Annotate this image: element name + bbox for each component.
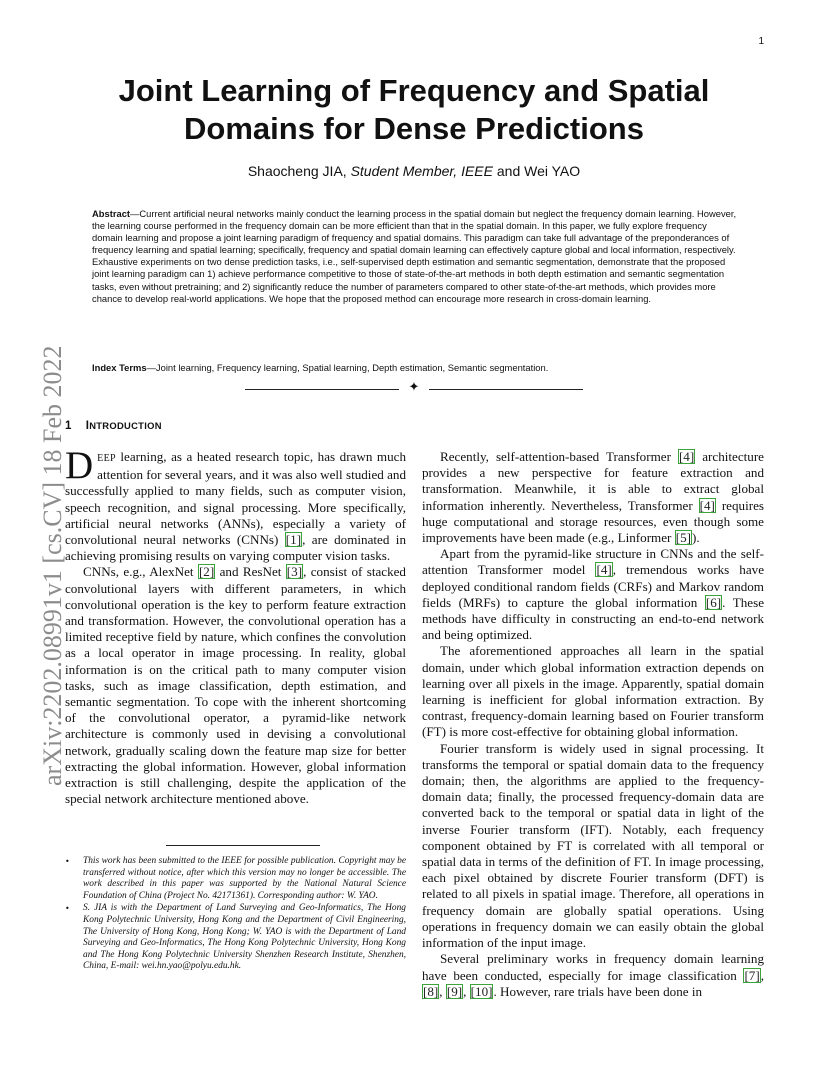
text-run: Apart from the pyramid-like structure in CNNs and the self-attention Transformer model bbox=[422, 546, 764, 578]
citation-link[interactable]: [8] bbox=[423, 983, 439, 999]
abstract bbox=[92, 208, 738, 305]
footnote-text: S. JIA is with the Department of Land Surveying and Geo-Informatics, The Hong Kong Polytechnic University, Hong Kong and the Department of Civil Engineering, The University of Hong Kong, Hong Kong; W. YAO is with the Department of Land Surveying and Geo-Informatics, The Hong Kong Polytechnic University, Hong Kong and The Hong Kong Polytechnic University Shenzhen Research Institute, Shenzhen, China, E-mail: wei.hn.yao@polyu.edu.hk. bbox=[83, 903, 406, 972]
paragraph bbox=[65, 564, 406, 807]
text-run: , are dominated in achieving promising results on varying computer vision tasks. bbox=[65, 532, 406, 564]
paragraph bbox=[422, 546, 764, 643]
citation-link[interactable]: [7] bbox=[744, 967, 760, 983]
title-line-2: Domains for Dense Predictions bbox=[184, 111, 644, 146]
text-run: , bbox=[439, 983, 446, 999]
index-terms-text: —Joint learning, Frequency learning, Spatial learning, Depth estimation, Semantic segmentation. bbox=[146, 362, 549, 373]
right-column bbox=[422, 449, 764, 1000]
author-2: and Wei YAO bbox=[496, 163, 581, 179]
section-title-initial: I bbox=[85, 420, 90, 432]
text-run: and ResNet bbox=[215, 564, 286, 580]
paragraph: The aforementioned approaches all learn in the spatial domain, under which global information extraction depends on learning over all pixels in the image. Apparently, spatial domain learning is inefficient for global information extraction. By contrast, frequency-domain learning based on Fourier transform (FT) is more cost-effective for obtaining global information. bbox=[422, 643, 764, 740]
citation-link[interactable]: [4] bbox=[596, 562, 612, 578]
section-title-rest: NTRODUCTION bbox=[89, 420, 162, 431]
text-run: requires huge computational and storage resources, even though some improvements have been made (e.g., Linformer bbox=[422, 497, 764, 546]
text-run: , consist of stacked convolutional layers with different parameters, in which convolutional operation is the key to perform feature extraction and transformation. However, the convolutional operation has a limited receptive field by nature, which confines the convolution as a local operator in image processing. In reality, global information is on the critical path to many computer vision tasks, such as image classification, depth estimation, and semantic segmentation. To cope with the inherent shortcoming of the convolutional operator, a pyramid-like network architecture is commonly used in devising a convolutional network, gradually scaling down the feature map size for better extracting the global information. However, global information extraction is still challenging, despite the application of the special network architecture mentioned above. bbox=[65, 564, 406, 807]
text-run: Recently, self-attention-based Transformer bbox=[440, 449, 678, 464]
title-line-1: Joint Learning of Frequency and Spatial bbox=[118, 73, 710, 108]
paragraph: Fourier transform is widely used in signal processing. It transforms the temporal or spatial domain data to the frequency domain; then, the algorithms are applied to the frequency-domain data; finally, the processed frequency-domain data are converted back to the temporal or spatial data in light of the inverse Fourier transform (IFT). Notably, each frequency component obtained by FT is correlated with all temporal or spatial data in terms of the definition of FT. In image processing, each pixel obtained by discrete Fourier transform (DFT) is related to all pixels in spatial image. Therefore, all operations in frequency domain are globally spatial operations. Using operations in frequency domain we can easily obtain the global information of the input image. bbox=[422, 740, 764, 951]
footnote-rule bbox=[166, 845, 320, 846]
citation-link[interactable]: [4] bbox=[699, 497, 715, 513]
arxiv-identifier[interactable]: arXiv:2202.08991v1 [cs.CV] 18 Feb 2022 bbox=[38, 345, 67, 786]
abstract-label: Abstract bbox=[92, 208, 131, 219]
section-number: 1 bbox=[65, 420, 72, 432]
footnote-item bbox=[65, 903, 406, 973]
paragraph bbox=[422, 449, 764, 546]
citation-link[interactable]: [4] bbox=[678, 449, 695, 464]
text-run: Several preliminary works in frequency domain learning have been conducted, especially for image classification bbox=[422, 951, 764, 983]
text-run: architecture provides a new perspective for feature extraction and transformation. Meanwhile, it is able to extract global information inherently. Nevertheless, Transformer bbox=[422, 449, 764, 513]
drop-cap: D bbox=[65, 444, 94, 487]
citation-link[interactable]: [1] bbox=[285, 532, 302, 548]
citation-link[interactable]: [2] bbox=[198, 564, 215, 580]
author-1-role: Student Member, IEEE bbox=[350, 163, 493, 179]
citation-link[interactable]: [10] bbox=[470, 983, 493, 999]
arxiv-sidebar bbox=[18, 286, 67, 786]
bullet-icon: • bbox=[65, 857, 70, 866]
footnote-text: This work has been submitted to the IEEE for possible publication. Copyright may be transferred without notice, after which this version may no longer be accessible. The work described in this paper was supported by the National Natural Science Foundation of China (Project No. 42171361). Corresponding author: W. YAO. bbox=[83, 856, 406, 901]
text-run: , tremendous works have deployed conditional random fields (CRFs) and Markov random fields (MRFs) to capture the global information bbox=[422, 562, 765, 610]
author-line bbox=[100, 163, 728, 179]
paper-title bbox=[100, 72, 728, 148]
divider-star-icon: ✦ bbox=[408, 380, 420, 395]
citation-link[interactable]: [9] bbox=[446, 983, 463, 999]
footnote-item bbox=[65, 856, 406, 902]
citation-link[interactable]: [3] bbox=[286, 564, 303, 580]
bullet-icon: • bbox=[65, 904, 70, 914]
index-terms bbox=[92, 362, 738, 374]
page-number: 1 bbox=[758, 36, 764, 47]
paragraph bbox=[422, 951, 764, 1000]
divider-line-left bbox=[245, 389, 399, 390]
author-1: Shaocheng JIA, bbox=[247, 163, 347, 179]
text-run: . However, rare trials have been done in bbox=[493, 983, 703, 999]
text-run: , bbox=[760, 967, 764, 983]
divider-line-right bbox=[429, 389, 583, 390]
section-divider bbox=[245, 382, 583, 396]
footnotes bbox=[65, 856, 406, 974]
abstract-text: —Current artificial neural networks mainly conduct the learning process in the spatial domain but neglect the frequency domain learning. However, the learning course performed in the frequency domain can be more efficient than that in the spatial domain. In this paper, we fully explore frequency domain learning and propose a joint learning paradigm of frequency and spatial domains. This paradigm can take full advantage of the preponderances of frequency learning and spatial learning; specifically, frequency and spatial domain learning can effectively capture global and local information, respectively. Exhaustive experiments on two dense prediction tasks, i.e., self-supervised depth estimation and semantic segmentation, demonstrate that the proposed joint learning paradigm can 1) achieve performance competitive to those of state-of-the-art methods in both depth estimation and semantic segmentation tasks, even without pretraining; and 2) significantly reduce the number of parameters compared to other state-of-the-art methods, which provides more chance to develop real-world applications. We hope that the proposed method can encourage more research in cross-domain learning. bbox=[92, 208, 737, 304]
text-run: . These methods have difficulty in constructing an end-to-end network and being optimized. bbox=[422, 594, 764, 643]
text-run: CNNs, e.g., AlexNet bbox=[83, 564, 198, 580]
section-heading bbox=[65, 420, 162, 432]
small-caps-word: EEP bbox=[97, 453, 116, 464]
left-column bbox=[65, 444, 406, 807]
paragraph bbox=[65, 444, 406, 564]
text-run: learning, as a heated research topic, has drawn much attention for several years, and it was also well studied and successfully applied to many fields, such as computer vision, speech recognition, and signal processing. More specifically, artificial neural networks (ANNs), especially a variety of convolutional neural networks (CNNs) bbox=[65, 449, 406, 548]
citation-link[interactable]: [6] bbox=[705, 594, 722, 610]
text-run: , bbox=[463, 983, 470, 999]
text-run: ). bbox=[691, 530, 700, 546]
index-terms-label: Index Terms bbox=[92, 362, 147, 373]
citation-link[interactable]: [5] bbox=[675, 530, 691, 546]
